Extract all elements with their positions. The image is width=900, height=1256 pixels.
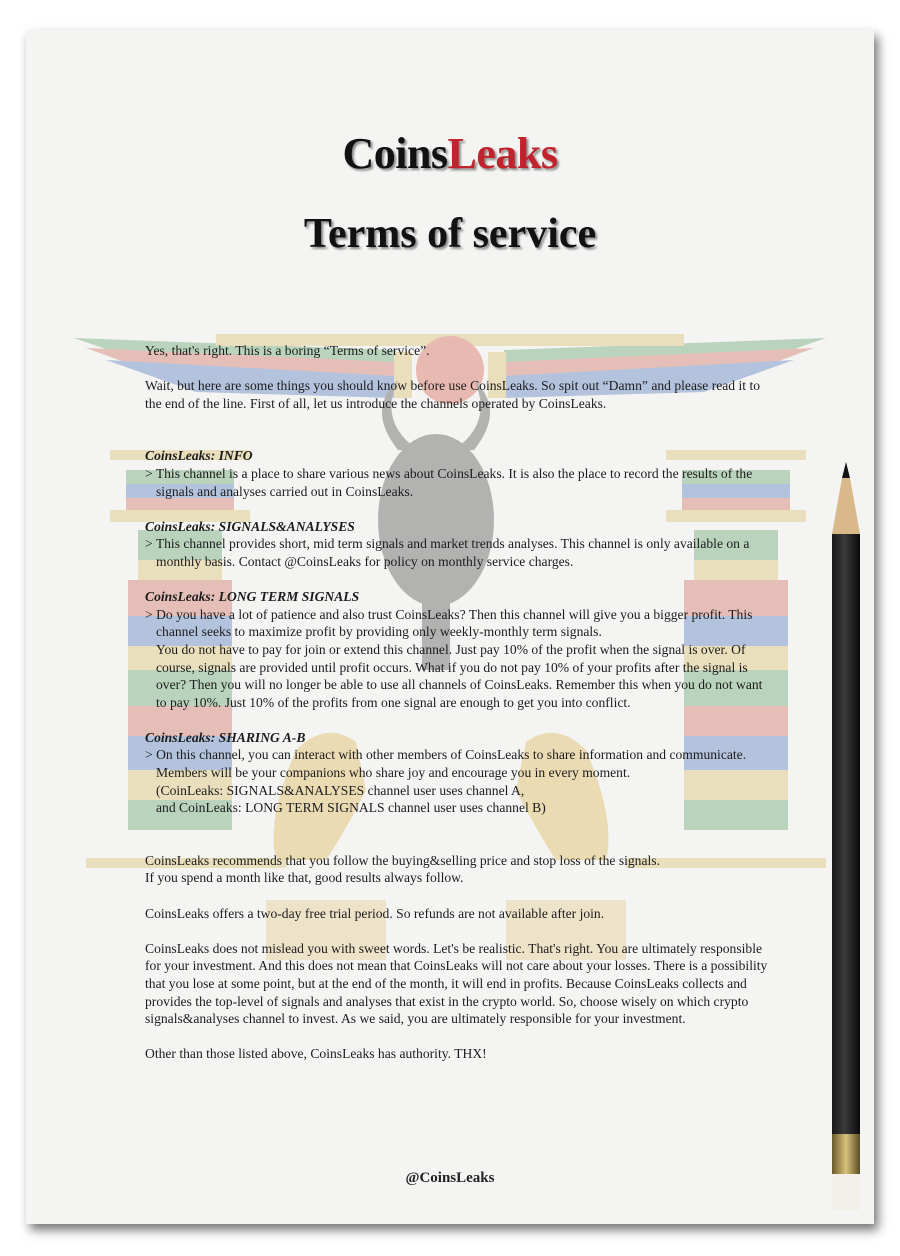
footer-handle: @CoinsLeaks: [405, 1170, 495, 1186]
section-heading-sharing: CoinsLeaks: SHARING A-B: [145, 729, 306, 745]
document-title: Terms of service: [303, 211, 597, 257]
section-text-sharing-2: (CoinLeaks: SIGNALS&ANALYSES channel user uses channel A,: [156, 782, 525, 798]
section-text-long-term-1: > Do you have a lot of patience and also trust CoinsLeaks? Then this channel will give you a bigger profit. This channel seeks to maximize profit by providing only weekly-monthly term signals.: [145, 606, 753, 640]
closing-line-5: Other than those listed above, CoinsLeaks has authority. THX!: [145, 1046, 487, 1062]
section-text-signals: > This channel provides short, mid term signals and market trends analyses. This channel is only available on a monthly basis. Contact @CoinsLeaks for policy on monthly service charges.: [145, 536, 750, 569]
section-text-sharing-3: and CoinLeaks: LONG TERM SIGNALS channel user uses channel B): [156, 800, 546, 816]
intro-line-1: Yes, that's right. This is a boring “Terms of service”.: [145, 343, 430, 358]
closing-line-3: CoinsLeaks offers a two-day free trial period. So refunds are not available after join.: [145, 905, 605, 921]
closing-line-4: CoinsLeaks does not mislead you with sweet words. Let's be realistic. That's right. You are ultimately responsible for your investment. And this does not mean that CoinsLeaks will not care about your losses. There is a possibility that you lose at some point, but at the end of the month, it will end in profits. Because CoinsLeaks collects and provides the top-level of signals and analyses that exist in the crypto world. So, choose wisely on which crypto signals&analyses channel to invest. As we said, you are ultimately responsible for your investment.: [145, 940, 768, 1027]
closing-line-1: CoinsLeaks recommends that you follow the buying&selling price and stop loss of the signals.: [145, 852, 660, 868]
brand-logo-part1: Coins: [342, 129, 448, 178]
section-text-sharing-1: > On this channel, you can interact with other members of CoinsLeaks to share information and communicate. Members will be your companions who share joy and encourage you in every moment.: [145, 747, 747, 781]
section-heading-long-term: CoinsLeaks: LONG TERM SIGNALS: [145, 589, 360, 605]
section-heading-info: CoinsLeaks: INFO: [145, 448, 253, 464]
intro-line-2: Wait, but here are some things you should know before use CoinsLeaks. So spit out “Damn” and please read it to the end of the line. First of all, let us introduce the channels operated by CoinsLeaks.: [145, 378, 761, 411]
pencil-icon: [826, 462, 870, 1222]
brand-logo: [26, 128, 874, 179]
section-heading-signals: CoinsLeaks: SIGNALS&ANALYSES: [145, 518, 355, 534]
document-sheet: [26, 30, 874, 1224]
closing-line-2: If you spend a month like that, good results always follow.: [145, 870, 464, 886]
section-text-info: > This channel is a place to share various news about CoinsLeaks. It is also the place to record the results of the signals and analyses carried out in CoinsLeaks.: [145, 465, 753, 499]
document-body: [145, 342, 769, 1063]
brand-logo-part2: Leaks: [447, 129, 558, 178]
section-text-long-term-2: You do not have to pay for join or extend this channel. Just pay 10% of the profit when the signal is over. Of course, signals are provided until profit occurs. What if you do not pay 10% of your profits after the signal is over? Then you will no longer be able to use all channels of CoinsLeaks. Remember this when you do not want to pay 10%. Just 10% of the profits from one signal are enough to get you into conflict.: [156, 641, 763, 710]
